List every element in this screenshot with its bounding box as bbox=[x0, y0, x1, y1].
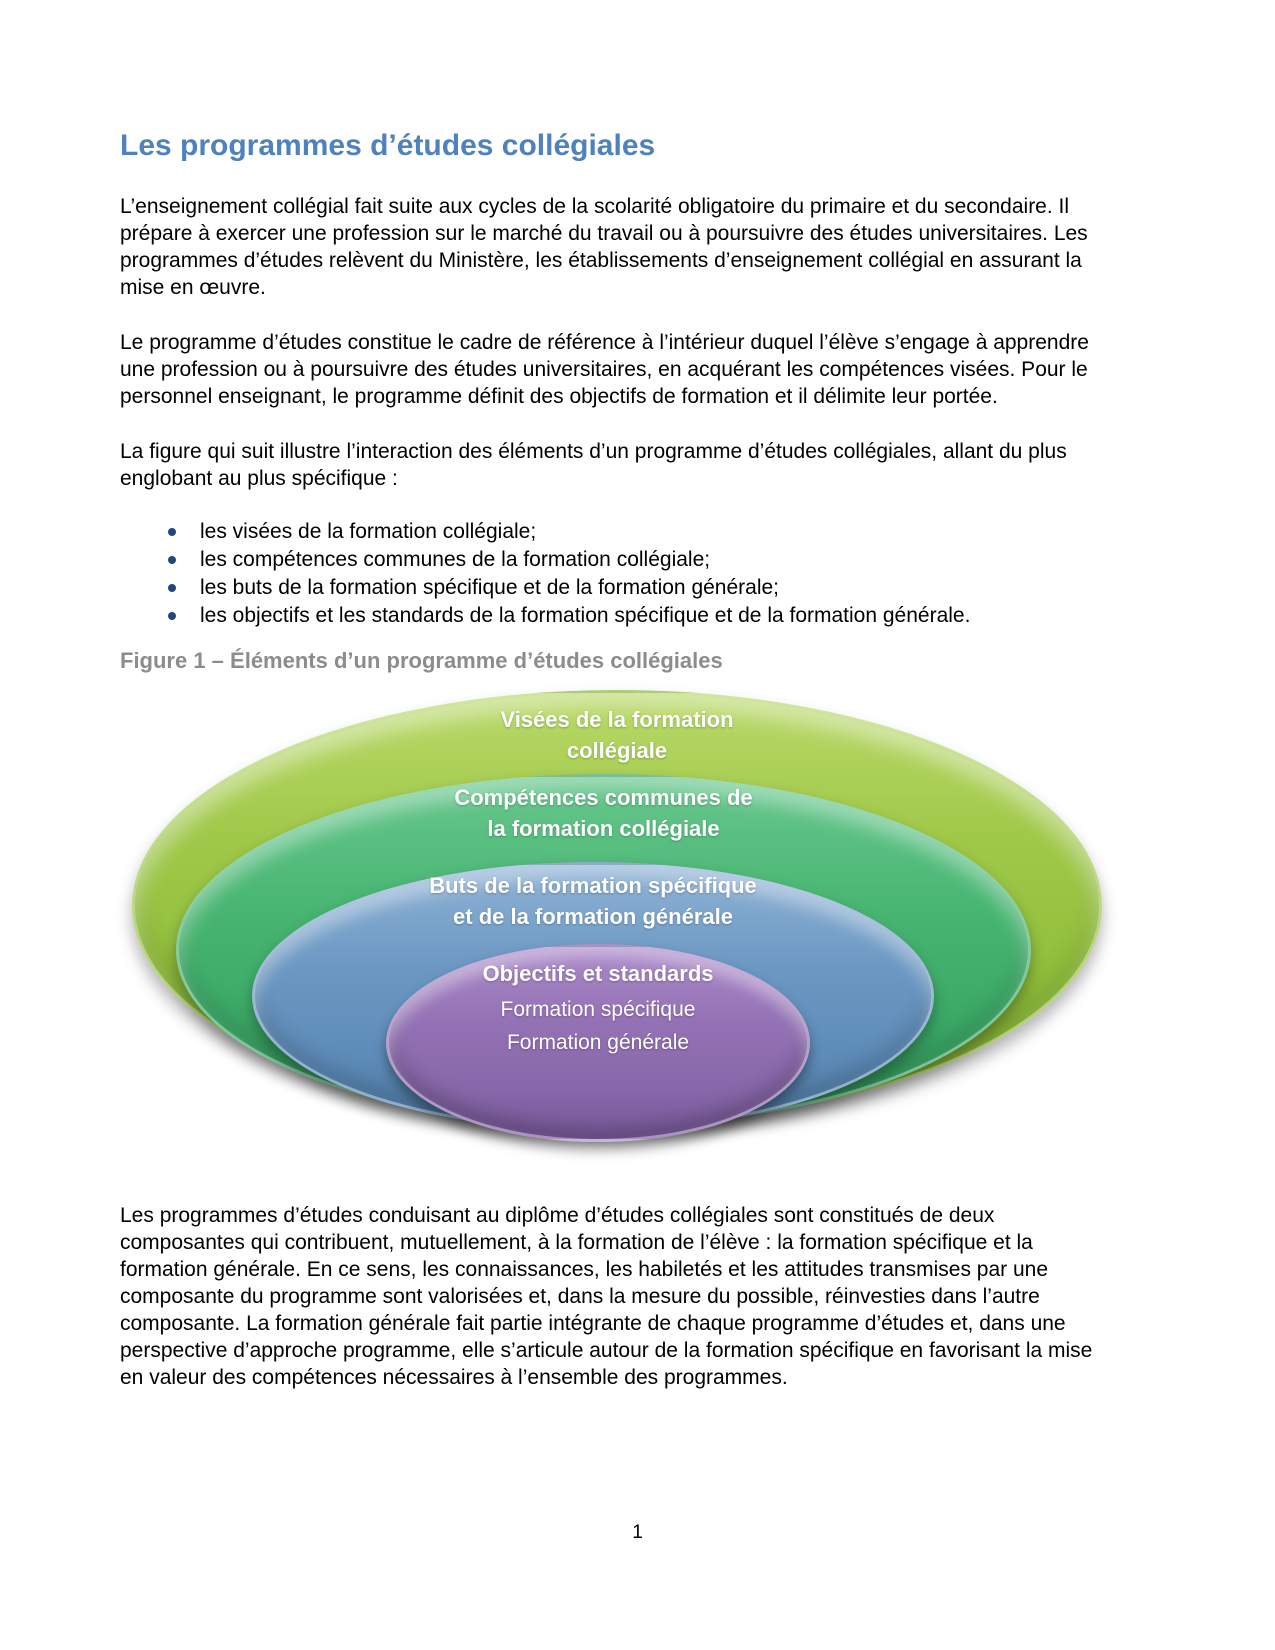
ring-objectifs-label bbox=[386, 958, 810, 1055]
ring-visees-label bbox=[132, 704, 1102, 766]
list-item-competences: les compétences communes de la formation collégiale; bbox=[200, 546, 1112, 574]
page-title: Les programmes d’études collégiales bbox=[120, 129, 656, 162]
ring-competences-label bbox=[176, 782, 1031, 844]
label-line: Buts de la formation spécifique bbox=[429, 873, 757, 898]
list-item-visees: les visées de la formation collégiale; bbox=[200, 518, 1112, 546]
paragraph-composantes: Les programmes d’études conduisant au diplôme d’études collégiales sont constitués de deux composantes qui contribuent, mutuellement, à la formation de l’élève : la formation spécifique et la formation générale. En ce sens, les connaissances, les habiletés et les attitudes transmises par une composante du programme sont valorisées et, dans la mesure du possible, réinvesties dans l’autre composante. La formation générale fait partie intégrante de chaque programme d’études et, dans une perspective d’approche programme, elle s’articule autour de la formation spécifique en favorisant la mise en valeur des compétences nécessaires à l’ensemble des programmes. bbox=[120, 1204, 1093, 1389]
figure-caption: Figure 1 – Éléments d’un programme d’études collégiales bbox=[120, 648, 723, 673]
page-content bbox=[120, 0, 1112, 1391]
list-item-buts: les buts de la formation spécifique et de la formation générale; bbox=[200, 574, 1112, 602]
page-number: 1 bbox=[632, 1522, 643, 1543]
paragraph-figure-intro: La figure qui suit illustre l’interaction des éléments d’un programme d’études collégiales, allant du plus englobant au plus spécifique : bbox=[120, 440, 1067, 490]
label-line: collégiale bbox=[566, 738, 668, 763]
label-line: Compétences communes de bbox=[454, 785, 753, 810]
label-line: Formation spécifique bbox=[500, 998, 696, 1021]
label-line: Formation générale bbox=[506, 1031, 690, 1054]
bullet-list bbox=[120, 518, 1112, 630]
list-item-objectifs: les objectifs et les standards de la formation spécifique et de la formation générale. bbox=[200, 602, 1112, 630]
label-line: et de la formation générale bbox=[453, 904, 733, 929]
label-line: Visées de la formation bbox=[500, 707, 734, 732]
ring-buts-label bbox=[252, 870, 934, 932]
label-line: Objectifs et standards bbox=[482, 961, 714, 986]
figure-diagram bbox=[126, 682, 1111, 1160]
paragraph-programme: Le programme d’études constitue le cadre de référence à l’intérieur duquel l’élève s’engage à apprendre une profession ou à poursuivre des études universitaires, en acquérant les compétences visées. Pour le personnel enseignant, le programme définit des objectifs de formation et il délimite leur portée. bbox=[120, 331, 1089, 408]
label-line: la formation collégiale bbox=[487, 816, 720, 841]
paragraph-enseignement: L’enseignement collégial fait suite aux cycles de la scolarité obligatoire du primaire et du secondaire. Il prépare à exercer une profession sur le marché du travail ou à poursuivre des études universitaires. Les programmes d’études relèvent du Ministère, les établissements d’enseignement collégial en assurant la mise en œuvre. bbox=[120, 195, 1088, 299]
